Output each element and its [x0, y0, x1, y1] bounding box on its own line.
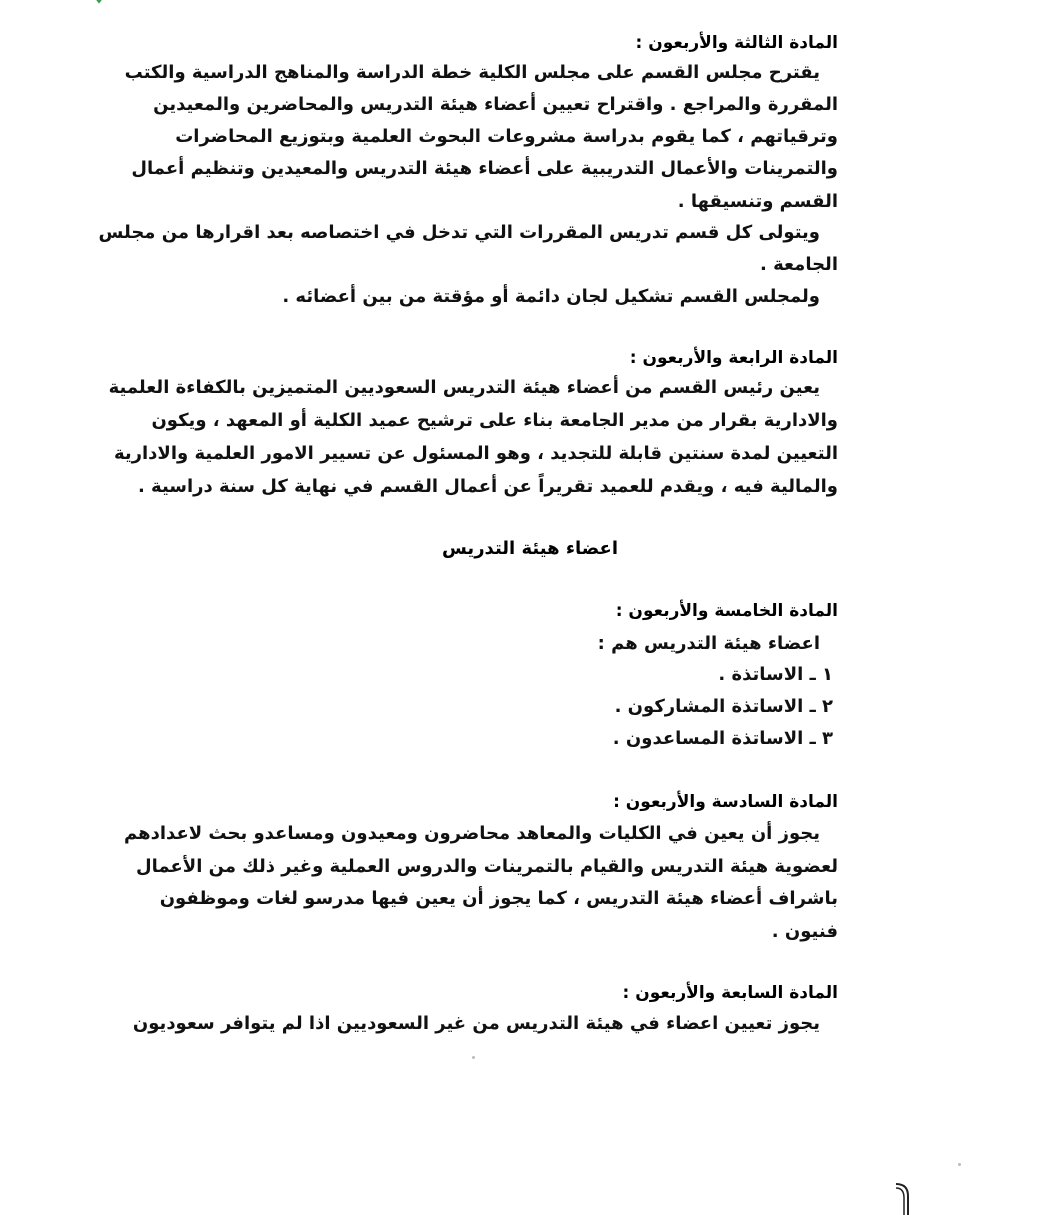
article-43-line-5: القسم وتنسيقها .: [677, 191, 838, 212]
article-47-line-1: يجوز تعيين اعضاء في هيئة التدريس من غير السعوديين اذا لم يتوافر سعوديون: [132, 1013, 820, 1034]
article-46-line-3: باشراف أعضاء هيئة التدريس ، كما يجوز أن يعين فيها مدرسو لغات وموظفون: [159, 888, 838, 909]
article-45-intro: اعضاء هيئة التدريس هم :: [597, 633, 820, 654]
article-44-line-3: التعيين لمدة سنتين قابلة للتجديد ، وهو المسئول عن تسيير الامور العلمية والادارية: [113, 443, 838, 464]
article-46-line-1: يجوز أن يعين في الكليات والمعاهد محاضرون ومعيدون ومساعدو بحث لاعدادهم: [124, 823, 820, 844]
article-47-heading: المادة السابعة والأربعون :: [622, 983, 838, 1003]
article-43-heading: المادة الثالثة والأربعون :: [635, 33, 838, 53]
article-43-line-3: وترقياتهم ، كما يقوم بدراسة مشروعات البحوث العلمية وبتوزيع المحاضرات: [175, 126, 838, 147]
page-edge-bracket-mark: [892, 1182, 916, 1215]
article-45-heading: المادة الخامسة والأربعون :: [615, 601, 838, 621]
article-43-line-7: الجامعة .: [760, 254, 838, 275]
article-46-line-2: لعضوية هيئة التدريس والقيام بالتمرينات والدروس العملية وغير ذلك من الأعمال: [136, 856, 838, 877]
article-44-line-4: والمالية فيه ، ويقدم للعميد تقريراً عن أعمال القسم في نهاية كل سنة دراسية .: [137, 476, 838, 497]
article-46-line-4: فنيون .: [771, 921, 838, 942]
article-44-line-1: يعين رئيس القسم من أعضاء هيئة التدريس السعوديين المتميزين بالكفاءة العلمية: [108, 377, 820, 398]
article-45-item-2: ٢ ـ الاساتذة المشاركون .: [614, 696, 833, 717]
corner-stamp-mark: [92, 0, 106, 4]
scan-speck: [472, 1056, 475, 1059]
article-44-heading: المادة الرابعة والأربعون :: [629, 348, 838, 368]
article-45-item-3: ٣ ـ الاساتذة المساعدون .: [612, 728, 833, 749]
article-43-line-6: ويتولى كل قسم تدريس المقررات التي تدخل في اختصاصه بعد اقرارها من مجلس: [98, 222, 820, 243]
article-43-line-8: ولمجلس القسم تشكيل لجان دائمة أو مؤقتة من بين أعضائه .: [282, 286, 820, 307]
article-43-line-4: والتمرينات والأعمال التدريبية على أعضاء هيئة التدريس والمعيدين وتنظيم أعمال: [131, 158, 838, 179]
section-title-faculty-members: اعضاء هيئة التدريس: [441, 538, 619, 559]
article-43-line-2: المقررة والمراجع . واقتراح تعيين أعضاء هيئة التدريس والمحاضرين والمعيدين: [153, 94, 838, 115]
article-44-line-2: والادارية بقرار من مدير الجامعة بناء على ترشيح عميد الكلية أو المعهد ، ويكون: [151, 410, 838, 431]
article-46-heading: المادة السادسة والأربعون :: [613, 792, 838, 812]
scan-speck: [958, 1163, 961, 1166]
article-45-item-1: ١ ـ الاساتذة .: [718, 664, 833, 685]
article-43-line-1: يقترح مجلس القسم على مجلس الكلية خطة الدراسة والمناهج الدراسية والكتب: [124, 62, 820, 83]
